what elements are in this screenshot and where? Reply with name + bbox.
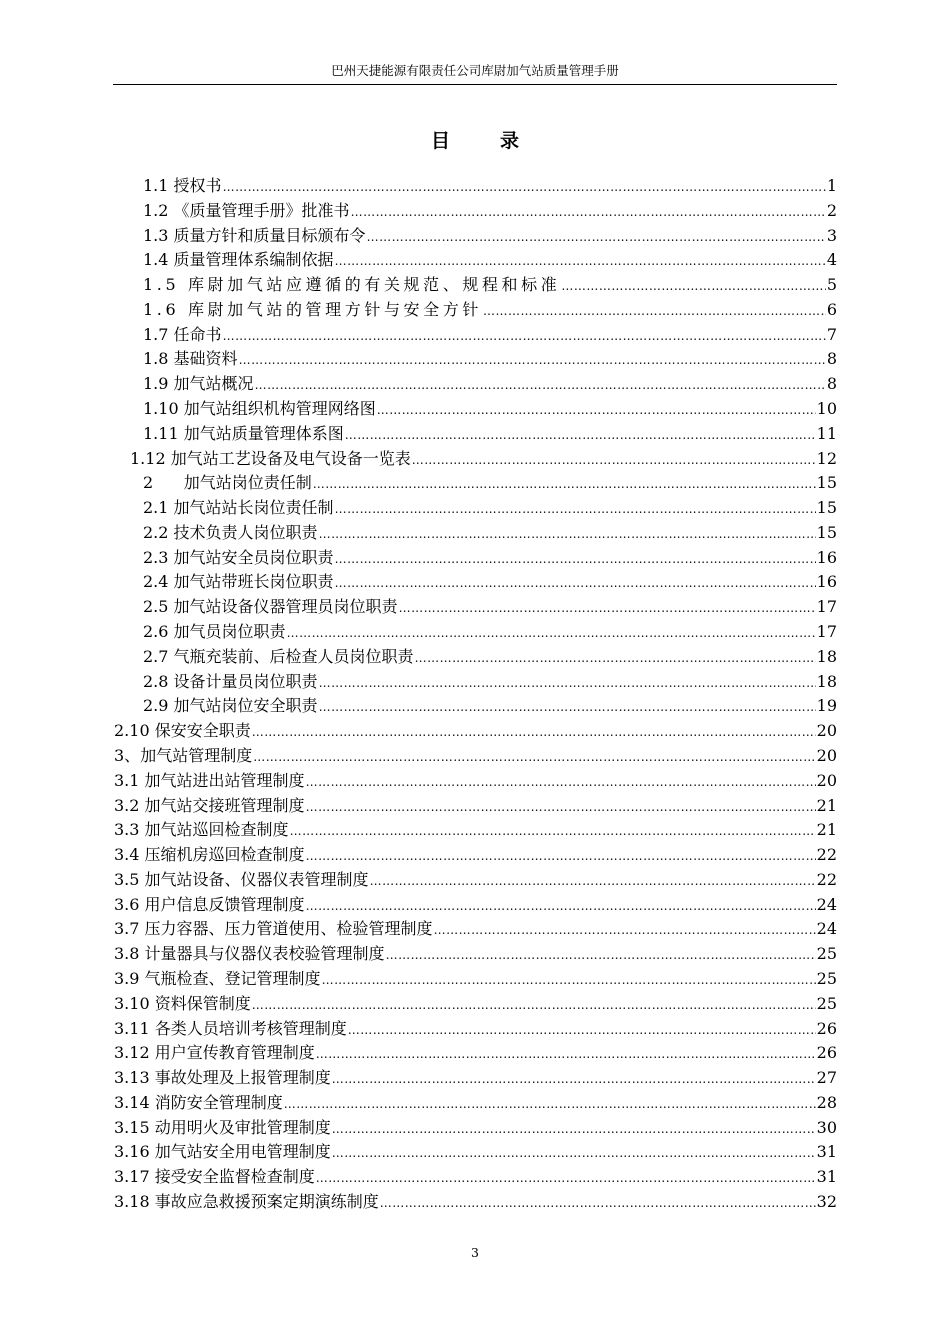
toc-leader-dots xyxy=(434,918,816,943)
toc-entry-number: 3.14 xyxy=(114,1092,150,1112)
toc-entry-number: 2.2 xyxy=(143,522,169,542)
toc-entry-number: 1.5 xyxy=(143,275,180,295)
toc-entry[interactable] xyxy=(130,447,837,472)
toc-entry[interactable] xyxy=(143,372,837,397)
toc-entry-number: 3.18 xyxy=(114,1191,150,1211)
toc-entry-number: 3.1 xyxy=(114,770,140,790)
toc-entry-title: 授权书 xyxy=(173,176,222,195)
toc-page-number: 11 xyxy=(816,423,837,443)
toc-entry[interactable] xyxy=(114,1091,837,1116)
toc-entry[interactable] xyxy=(114,967,837,992)
toc-page-number: 15 xyxy=(816,498,837,518)
toc-leader-dots xyxy=(322,968,816,993)
toc-leader-dots xyxy=(290,819,816,844)
toc-leader-dots xyxy=(223,175,826,200)
toc-page-number: 8 xyxy=(826,349,837,369)
toc-page-number: 17 xyxy=(816,622,837,642)
toc-entry-title: 事故应急救援预案定期演练制度 xyxy=(154,1191,379,1211)
toc-page-number: 15 xyxy=(816,473,837,493)
toc-page-number: 31 xyxy=(816,1142,837,1162)
toc-entry-number: 1.11 xyxy=(143,423,179,443)
toc-leader-dots xyxy=(370,869,816,894)
toc-leader-dots xyxy=(345,423,816,448)
toc-entry-number: 3.8 xyxy=(114,944,140,964)
toc-page-number: 24 xyxy=(816,919,837,939)
toc-entry-number: 2.8 xyxy=(143,671,169,691)
toc-page-number: 24 xyxy=(816,894,837,914)
toc-leader-dots xyxy=(287,621,816,646)
toc-page-number: 3 xyxy=(826,225,837,245)
toc-entry-title: 加气站管理制度 xyxy=(140,745,253,765)
toc-leader-dots xyxy=(306,894,816,919)
toc-page-number: 17 xyxy=(816,597,837,617)
toc-entry[interactable] xyxy=(114,843,837,868)
toc-entry-number: 2.9 xyxy=(143,696,169,716)
toc-entry-number: 3.11 xyxy=(114,1018,150,1038)
toc-entry-number: 1.2 xyxy=(143,200,169,220)
toc-leader-dots xyxy=(319,671,816,696)
toc-entry-title: 气瓶充装前、后检查人员岗位职责 xyxy=(173,646,414,666)
toc-entry-title: 气瓶检查、登记管理制度 xyxy=(144,968,321,988)
toc-entry[interactable] xyxy=(143,422,837,447)
toc-entry[interactable] xyxy=(143,595,837,620)
toc-entry[interactable] xyxy=(143,645,837,670)
toc-page-number: 16 xyxy=(816,572,837,592)
toc-entry-title: 加气站概况 xyxy=(173,374,254,394)
toc-entry[interactable] xyxy=(114,868,837,893)
toc-title xyxy=(0,126,950,153)
toc-entry[interactable] xyxy=(114,942,837,967)
toc-entry-title: 加气站站长岗位责任制 xyxy=(173,498,334,518)
toc-entry-number: 1.6 xyxy=(143,299,180,319)
toc-page-number: 15 xyxy=(816,522,837,542)
toc-entry-number: 3.6 xyxy=(114,894,140,914)
toc-entry-number: 1.10 xyxy=(143,399,179,419)
toc-page-number: 5 xyxy=(826,275,837,295)
toc-leader-dots xyxy=(306,795,816,820)
toc-page-number: 10 xyxy=(816,399,837,419)
toc-entry-number: 3.5 xyxy=(114,869,140,889)
toc-entry-number: 1.9 xyxy=(143,374,169,394)
toc-entry-number: 3.3 xyxy=(114,820,140,840)
toc-entry-title: 各类人员培训考核管理制度 xyxy=(154,1018,347,1038)
toc-entry-number: 3.12 xyxy=(114,1043,150,1063)
toc-page-number: 20 xyxy=(816,745,837,765)
toc-entry-number: 1.7 xyxy=(143,324,169,344)
toc-entry[interactable] xyxy=(143,521,837,546)
toc-leader-dots xyxy=(380,1191,816,1216)
toc-leader-dots xyxy=(332,1117,816,1142)
toc-page-number: 7 xyxy=(826,324,837,344)
toc-page-number: 1 xyxy=(826,176,837,195)
toc-entry-title: 用户信息反馈管理制度 xyxy=(144,894,305,914)
toc-page-number: 20 xyxy=(816,721,837,741)
toc-leader-dots xyxy=(306,844,816,869)
toc-entry[interactable] xyxy=(114,818,837,843)
toc-entry-title: 压缩机房巡回检查制度 xyxy=(144,845,305,865)
toc-leader-dots xyxy=(306,770,816,795)
toc-entry-title: 《质量管理手册》批准书 xyxy=(173,200,350,220)
toc-page-number: 32 xyxy=(816,1191,837,1211)
toc-page-number: 26 xyxy=(816,1018,837,1038)
toc-entry-number: 2.5 xyxy=(143,597,169,617)
toc-leader-dots xyxy=(561,274,825,299)
running-header: 巴州天捷能源有限责任公司库尉加气站质量管理手册 xyxy=(331,63,619,78)
toc-leader-dots xyxy=(335,497,816,522)
toc-entry[interactable] xyxy=(114,719,837,744)
toc-entry-number: 3.16 xyxy=(114,1142,150,1162)
toc-entry-title: 库尉加气站的管理方针与安全方针 xyxy=(187,299,482,319)
toc-entry[interactable] xyxy=(114,1190,837,1215)
toc-entry-title: 加气站安全员岗位职责 xyxy=(173,547,334,567)
toc-entry[interactable] xyxy=(143,347,837,372)
toc-entry[interactable] xyxy=(143,471,837,496)
toc-entry[interactable] xyxy=(143,174,837,199)
toc-entry-title: 库尉加气站应遵循的有关规范、规程和标准 xyxy=(187,275,561,295)
toc-entry-number: 1.3 xyxy=(143,225,169,245)
toc-leader-dots xyxy=(253,745,815,770)
toc-entry-title: 动用明火及审批管理制度 xyxy=(154,1117,331,1137)
toc-leader-dots xyxy=(316,1166,816,1191)
toc-entry-number: 3.17 xyxy=(114,1167,150,1187)
toc-leader-dots xyxy=(335,571,816,596)
toc-entry[interactable] xyxy=(143,199,837,224)
toc-page-number: 16 xyxy=(816,547,837,567)
toc-page-number: 20 xyxy=(816,770,837,790)
toc-entry-number: 1.12 xyxy=(130,448,166,468)
toc-page-number: 21 xyxy=(816,820,837,840)
toc-entry-title: 任命书 xyxy=(173,324,222,344)
toc-entry[interactable] xyxy=(114,1017,837,1042)
toc-entry[interactable] xyxy=(143,570,837,595)
toc-entry-title: 事故处理及上报管理制度 xyxy=(154,1068,331,1088)
toc-entry[interactable] xyxy=(143,670,837,695)
toc-entry[interactable] xyxy=(143,496,837,521)
toc-entry[interactable] xyxy=(114,917,837,942)
toc-leader-dots xyxy=(377,398,816,423)
toc-entry-number: 3.4 xyxy=(114,845,140,865)
toc-leader-dots xyxy=(252,720,816,745)
toc-page-number: 2 xyxy=(826,200,837,220)
toc-page-number: 19 xyxy=(816,696,837,716)
toc-page-number: 28 xyxy=(816,1092,837,1112)
toc-entry[interactable] xyxy=(114,1165,837,1190)
toc-entry-number: 3.10 xyxy=(114,993,150,1013)
toc-leader-dots xyxy=(332,1141,816,1166)
toc-entry-title: 加气站进出站管理制度 xyxy=(144,770,305,790)
toc-page-number: 25 xyxy=(816,968,837,988)
toc-entry-number: 3.9 xyxy=(114,968,140,988)
toc-leader-dots xyxy=(255,373,826,398)
toc-entry[interactable] xyxy=(114,992,837,1017)
toc-entry-number: 2.6 xyxy=(143,622,169,642)
toc-leader-dots xyxy=(348,1018,816,1043)
toc-entry-title: 加气站组织机构管理网络图 xyxy=(183,399,376,419)
toc-entry-number: 2.4 xyxy=(143,572,169,592)
toc-entry[interactable] xyxy=(114,1140,837,1165)
toc-entry-number: 2.3 xyxy=(143,547,169,567)
toc-entry[interactable] xyxy=(114,794,837,819)
toc-entry-title: 加气站质量管理体系图 xyxy=(183,423,344,443)
toc-entry-title: 计量器具与仪器仪表校验管理制度 xyxy=(144,944,385,964)
toc-leader-dots xyxy=(483,299,826,324)
toc-entry[interactable] xyxy=(143,323,837,348)
toc-title-char-2: 录 xyxy=(500,130,520,152)
toc-entry-title: 质量方针和质量目标颁布令 xyxy=(173,225,366,245)
toc-leader-dots xyxy=(367,225,826,250)
toc-entry-number: 2.1 xyxy=(143,498,169,518)
toc-entry-title: 消防安全管理制度 xyxy=(154,1092,283,1112)
toc-leader-dots xyxy=(412,448,816,473)
toc-page-number: 22 xyxy=(816,845,837,865)
toc-entry-number: 1.1 xyxy=(143,176,169,195)
toc-entry[interactable] xyxy=(114,769,837,794)
toc-page-number: 26 xyxy=(816,1043,837,1063)
toc-entry-title: 加气站岗位责任制 xyxy=(183,473,312,493)
toc-page-number: 22 xyxy=(816,869,837,889)
toc-entry[interactable] xyxy=(143,694,837,719)
toc-entry-title: 加气站设备、仪器仪表管理制度 xyxy=(144,869,369,889)
toc-entry-title: 压力容器、压力管道使用、检验管理制度 xyxy=(144,919,433,939)
toc-entry[interactable] xyxy=(143,273,837,298)
toc-entry[interactable] xyxy=(143,224,837,249)
toc-leader-dots xyxy=(313,472,816,497)
toc-entry[interactable] xyxy=(143,298,837,323)
toc-entry-number: 3、 xyxy=(114,745,141,765)
toc-entry-number: 2.10 xyxy=(114,721,150,741)
toc-entry-title: 保安安全职责 xyxy=(154,721,251,741)
page-number: 3 xyxy=(471,1245,479,1260)
toc-entry-title: 基础资料 xyxy=(173,349,238,369)
toc-leader-dots xyxy=(351,200,826,225)
toc-entry-number: 3.13 xyxy=(114,1068,150,1088)
toc-page-number: 18 xyxy=(816,671,837,691)
toc-leader-dots xyxy=(252,993,816,1018)
toc-entry-number: 3.15 xyxy=(114,1117,150,1137)
toc-entry-title: 接受安全监督检查制度 xyxy=(154,1167,315,1187)
toc-leader-dots xyxy=(316,1042,816,1067)
toc-entry-title: 加气站工艺设备及电气设备一览表 xyxy=(170,448,411,468)
toc-page-number: 18 xyxy=(816,646,837,666)
toc-leader-dots xyxy=(399,596,816,621)
toc-entry-title: 加气员岗位职责 xyxy=(173,622,286,642)
toc-entry[interactable] xyxy=(143,248,837,273)
toc-entry-title: 质量管理体系编制依据 xyxy=(173,250,334,270)
toc-page-number: 25 xyxy=(816,944,837,964)
toc-entry[interactable] xyxy=(143,397,837,422)
toc-entry-number: 2 xyxy=(143,473,154,493)
toc-entry-title: 加气站巡回检查制度 xyxy=(144,820,289,840)
toc-leader-dots xyxy=(319,522,816,547)
toc-entry[interactable] xyxy=(114,1066,837,1091)
toc-leader-dots xyxy=(319,695,816,720)
toc-entry-title: 加气站岗位安全职责 xyxy=(173,696,318,716)
toc-page-number: 30 xyxy=(816,1117,837,1137)
toc-page-number: 21 xyxy=(816,795,837,815)
toc-entry[interactable] xyxy=(143,546,837,571)
toc-page-number: 6 xyxy=(826,299,837,319)
toc-leader-dots xyxy=(239,348,826,373)
toc-entry-title: 资料保管制度 xyxy=(154,993,251,1013)
toc-page-number: 27 xyxy=(816,1068,837,1088)
toc-page-number: 4 xyxy=(826,250,837,270)
toc-entry[interactable] xyxy=(114,893,837,918)
toc-entry-title: 加气站带班长岗位职责 xyxy=(173,572,334,592)
toc-entry-title: 设备计量员岗位职责 xyxy=(173,671,318,691)
header-rule xyxy=(113,84,837,85)
toc-leader-dots xyxy=(332,1067,816,1092)
toc-page-number: 12 xyxy=(816,448,837,468)
toc-entry-number: 2.7 xyxy=(143,646,169,666)
toc-entry[interactable] xyxy=(114,1041,837,1066)
toc-entry-title: 技术负责人岗位职责 xyxy=(173,522,318,542)
toc-page-number: 25 xyxy=(816,993,837,1013)
toc-leader-dots xyxy=(386,943,816,968)
toc-entry-number: 1.4 xyxy=(143,250,169,270)
toc-leader-dots xyxy=(335,249,826,274)
toc-entry[interactable] xyxy=(114,1116,837,1141)
toc-entry-number: 3.2 xyxy=(114,795,140,815)
toc-entry[interactable] xyxy=(114,744,837,769)
toc-entry-number: 3.7 xyxy=(114,919,140,939)
toc-leader-dots xyxy=(284,1092,816,1117)
toc-entry-title: 用户宣传教育管理制度 xyxy=(154,1043,315,1063)
toc-page-number: 8 xyxy=(826,374,837,394)
toc-title-char-1: 目 xyxy=(430,130,450,152)
toc-entry-title: 加气站设备仪器管理员岗位职责 xyxy=(173,597,398,617)
toc-entry[interactable] xyxy=(143,620,837,645)
toc-entry-title: 加气站交接班管理制度 xyxy=(144,795,305,815)
toc-leader-dots xyxy=(415,646,816,671)
toc-leader-dots xyxy=(223,324,826,349)
toc-entry-number: 1.8 xyxy=(143,349,169,369)
toc-leader-dots xyxy=(335,547,816,572)
toc-entry-title: 加气站安全用电管理制度 xyxy=(154,1142,331,1162)
toc-page-number: 31 xyxy=(816,1167,837,1187)
